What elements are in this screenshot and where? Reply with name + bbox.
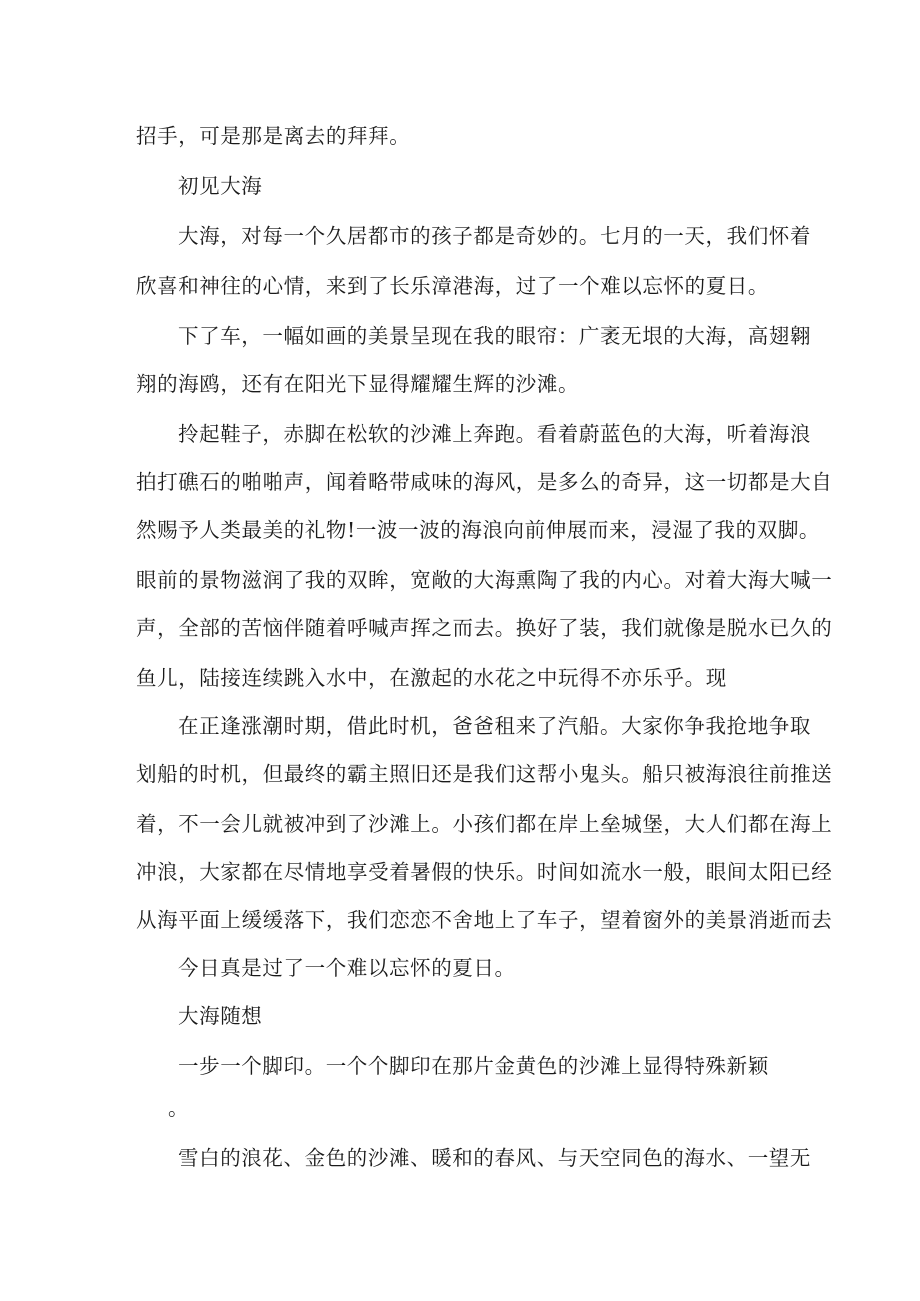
text-line: 从海平面上缓缓落下，我们恋恋不舍地上了车子，望着窗外的美景消逝而去: [136, 908, 833, 932]
text-line: 眼前的景物滋润了我的双眸，宽敞的大海熏陶了我的内心。对着大海大喊一: [136, 568, 833, 592]
text-line: 欣喜和神往的心情，来到了长乐漳港海，过了一个难以忘怀的夏日。: [136, 274, 769, 298]
text-line: 在正逢涨潮时期，借此时机，爸爸租来了汽船。大家你争我抢地争取: [178, 714, 811, 738]
text-line: 着，不一会儿就被冲到了沙滩上。小孩们都在岸上垒城堡，大人们都在海上: [136, 812, 833, 836]
text-line: 声，全部的苦恼伴随着呼喊声挥之而去。换好了装，我们就像是脱水已久的: [136, 616, 833, 640]
text-line: 拎起鞋子，赤脚在松软的沙滩上奔跑。看着蔚蓝色的大海，听着海浪: [178, 422, 811, 446]
text-line: 今日真是过了一个难以忘怀的夏日。: [178, 956, 516, 980]
text-line: 大海，对每一个久居都市的孩子都是奇妙的。七月的一天，我们怀着: [178, 224, 811, 248]
text-line: 拍打礁石的啪啪声，闻着略带咸味的海风，是多么的奇异，这一切都是大自: [136, 470, 833, 494]
section-heading: 大海随想: [178, 1004, 263, 1028]
text-line: 鱼儿，陆接连续跳入水中，在激起的水花之中玩得不亦乐乎。现: [136, 666, 727, 690]
text-line: 翔的海鸥，还有在阳光下显得耀耀生辉的沙滩。: [136, 372, 580, 396]
text-line: 然赐予人类最美的礼物!一波一波的海浪向前伸展而来，浸湿了我的双脚。: [136, 518, 821, 542]
text-line: 一步一个脚印。一个个脚印在那片金黄色的沙滩上显得特殊新颖: [178, 1054, 769, 1078]
text-line: 划船的时机，但最终的霸主照旧还是我们这帮小鬼头。船只被海浪往前推送: [136, 762, 833, 786]
text-line: 下了车，一幅如画的美景呈现在我的眼帘：广袤无垠的大海，高翅翱: [178, 324, 811, 348]
section-heading: 初见大海: [178, 174, 263, 198]
text-line: 雪白的浪花、金色的沙滩、暖和的春风、与天空同色的海水、一望无: [178, 1146, 811, 1170]
stray-punctuation: 。: [168, 1096, 189, 1120]
text-line: 招手，可是那是离去的拜拜。: [136, 124, 411, 148]
text-line: 冲浪，大家都在尽情地享受着暑假的快乐。时间如流水一般，眼间太阳已经: [136, 860, 833, 884]
